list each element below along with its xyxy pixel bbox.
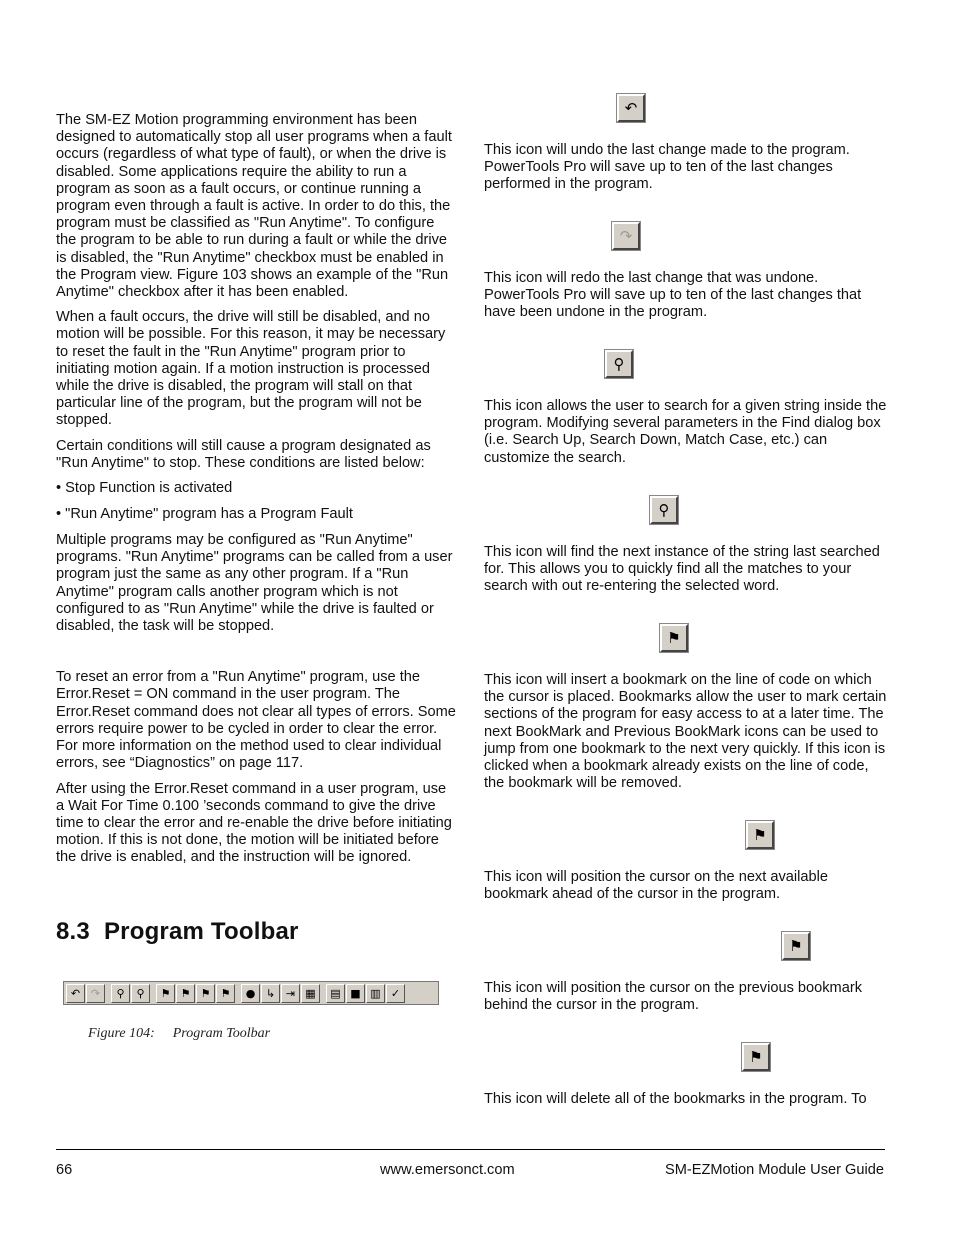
paragraph-wait-for-time: After using the Error.Reset command in a user program, use a Wait For Time 0.100 ’seconds command to give the drive time to clear the error and re-enable the drive before initiating motion. If this is not done, the motion will be initiated before the drive is enabled, and the instruction will be ignored.: [56, 780, 452, 866]
next-bookmark-icon: ⚑: [176, 984, 195, 1003]
run-anytime-icon: ▦: [301, 984, 320, 1003]
undo-description: This icon will undo the last change made to the program. PowerTools Pro will save up to ten of the last changes performed in the program.: [484, 142, 850, 193]
page-number: 66: [56, 1162, 73, 1178]
find-next-icon: ⚲: [650, 496, 678, 524]
find-next-description: This icon will find the next instance of the string last searched for. This allows you to quickly find all the matches to your search with out re-entering the selected word.: [484, 544, 880, 595]
redo-icon: ↷: [612, 222, 640, 250]
breakpoint-icon: ●: [241, 984, 260, 1003]
clear-bookmarks-icon: ⚑: [742, 1043, 770, 1071]
run-to-cursor-icon: ⇥: [281, 984, 300, 1003]
check-icon: ✓: [386, 984, 405, 1003]
stop-icon: ■: [346, 984, 365, 1003]
left-column: [56, 112, 456, 875]
figure-title: Program Toolbar: [172, 1026, 271, 1041]
paragraph-fault-behavior: When a fault occurs, the drive will still be disabled, and no motion will be possible. For this reason, it may be necessary to reset the fault in the "Run Anytime" program prior to initiating motion again. If a motion instruction is processed while the drive is disabled, the program will stall on that particular line of the program, but the program will not be stopped.: [56, 309, 446, 429]
footer-website: www.emersonct.com: [380, 1162, 515, 1178]
footer-divider: [56, 1149, 885, 1150]
figure-caption: [88, 1026, 270, 1042]
step-icon: ↳: [261, 984, 280, 1003]
next-bookmark-description: This icon will position the cursor on the next available bookmark ahead of the cursor in the program.: [484, 869, 828, 903]
find-icon: ⚲: [605, 350, 633, 378]
paragraph-error-reset: To reset an error from a "Run Anytime" program, use the Error.Reset = ON command in the user program. The Error.Reset command does not clear all types of errors. Some errors require power to be cycled in order to clear the error. For more information on the method used to clear individual errors, see “Diagnostics” on page 117.: [56, 669, 456, 772]
previous-bookmark-icon: ⚑: [782, 932, 810, 960]
paragraph-run-anytime-intro: The SM-EZ Motion programming environment has been designed to automatically stop all user programs when a fault occurs (regardless of what type of fault), or when the drive is disabled. Some applications require the ability to run a program as soon as a fault occurs, or continue running a program even through a fault is active. In order to do this, the program must be classified as "Run Anytime". To configure the program to be able to run during a fault or while the drive is disabled, the "Run Anytime" checkbox must be enabled in the Program view. Figure 103 shows an example of the "Run Anytime" checkbox after it has been enabled.: [56, 112, 452, 301]
compile-icon: ▥: [366, 984, 385, 1003]
footer-doc-title: SM-EZMotion Module User Guide: [665, 1162, 884, 1178]
clear-bookmarks-icon: ⚑: [216, 984, 235, 1003]
bullet-item: • Stop Function is activated: [56, 480, 233, 497]
section-title: Program Toolbar: [103, 918, 299, 945]
undo-icon: ↶: [66, 984, 85, 1003]
toggle-bookmark-icon: ⚑: [156, 984, 175, 1003]
toggle-bookmark-icon: ⚑: [660, 624, 688, 652]
section-heading: [56, 918, 299, 946]
figure-label: Figure 104:: [88, 1026, 155, 1041]
redo-icon: ↷: [86, 984, 105, 1003]
section-number: 8.3: [56, 918, 90, 945]
clear-bookmarks-description: This icon will delete all of the bookmarks in the program. To: [484, 1091, 867, 1107]
previous-bookmark-description: This icon will position the cursor on the previous bookmark behind the cursor in the program.: [484, 980, 862, 1014]
previous-bookmark-icon: ⚑: [196, 984, 215, 1003]
find-next-icon: ⚲: [131, 984, 150, 1003]
redo-description: This icon will redo the last change that was undone. PowerTools Pro will save up to ten of the last changes that have been undone in the program.: [484, 270, 862, 321]
program-toolbar-figure: [63, 981, 439, 1005]
find-description: This icon allows the user to search for a given string inside the program. Modifying several parameters in the Find dialog box (i.e. Search Up, Search Down, Match Case, etc.) can customize the search.: [484, 398, 887, 466]
program-view-icon: ▤: [326, 984, 345, 1003]
bullet-item: • "Run Anytime" program has a Program Fault: [56, 506, 353, 523]
toggle-bookmark-description: This icon will insert a bookmark on the line of code on which the cursor is placed. Bookmarks allow the user to mark certain sections of the program for easy access to at a later time. The next BookMark and Previous BookMark icons can be used to jump from one bookmark to the next very quickly. If this icon is clicked when a bookmark already exists on the line of code, the bookmark will be removed.: [484, 672, 887, 792]
paragraph-multiple-programs: Multiple programs may be configured as "Run Anytime" programs. "Run Anytime" programs can be called from a user program just the same as any other program. If a "Run Anytime" program calls another program which is not configured to as "Run Anytime" while the drive is faulted or disabled, the task will be stopped.: [56, 532, 453, 635]
next-bookmark-icon: ⚑: [746, 821, 774, 849]
paragraph-stop-conditions: Certain conditions will still cause a program designated as "Run Anytime" to stop. These conditions are listed below:: [56, 437, 431, 471]
undo-icon: ↶: [617, 94, 645, 122]
find-icon: ⚲: [111, 984, 130, 1003]
